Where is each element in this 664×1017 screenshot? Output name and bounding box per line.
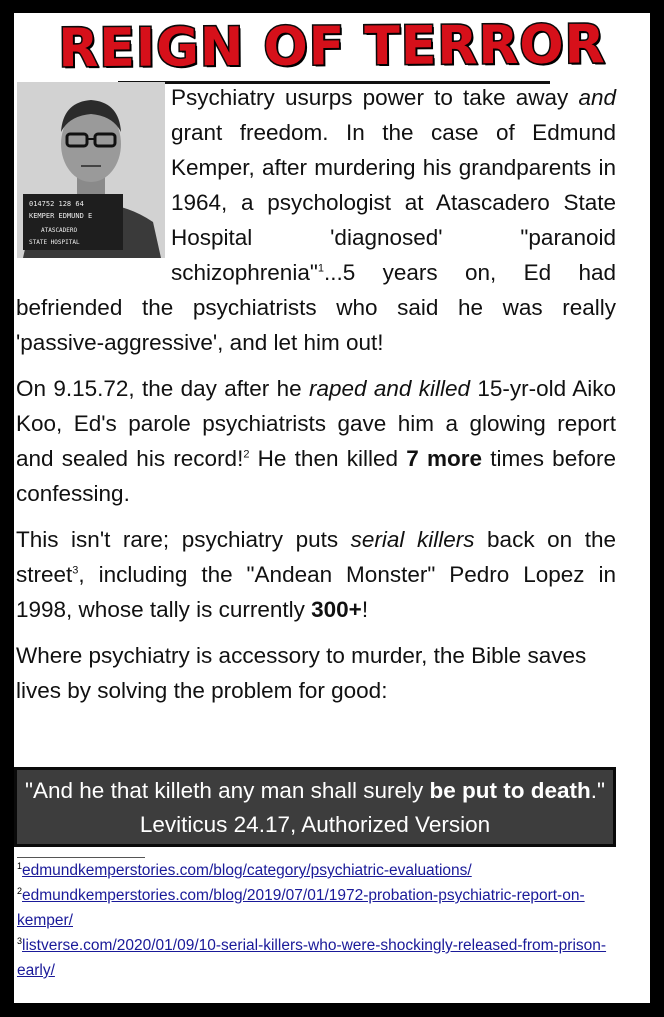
paragraph-2-emphasis: raped and killed [308,376,471,401]
paragraph-2-text-a: On 9.15.72, the day after he [16,376,309,401]
paragraph-4: Where psychiatry is accessory to murder, the Bible saves lives by solving the problem for good: [16,643,587,703]
mugshot-photo [17,82,165,258]
footnote-number: 3 [17,935,23,946]
quote-citation: Leviticus 24.17, Authorized Version [139,812,491,837]
paragraph-3-strong: 300+ [311,597,362,622]
quote-text-c: ." [590,778,605,803]
paragraph-3 [16,522,616,627]
mugshot-image [17,82,165,258]
placard-line-1: 014752 128 64 [29,200,84,208]
placard-line-3: ATASCADERO [41,227,78,234]
paragraph-3-emphasis: serial killers [350,527,475,552]
paragraph-3-text-c: back on the street [16,527,616,587]
footnote-link-3[interactable]: listverse.com/2020/01/09/10-serial-killers-who-were-shockingly-released-from-prison-early/ [17,937,607,979]
bible-quote-box [14,767,616,847]
paragraph-2-strong: 7 more [406,446,482,471]
footnotes [17,858,617,983]
title-area [14,13,650,89]
paragraph-2-text-d: He then killed [249,446,407,471]
paragraph-2-text-f: times before confessing. [16,446,616,506]
footnote-3 [17,933,617,983]
paragraph-2 [16,371,616,511]
footnote-link-2[interactable]: edmundkemperstories.com/blog/2019/07/01/1972-probation-psychiatric-report-on-kemper/ [17,887,585,929]
footnote-link-1[interactable]: edmundkemperstories.com/blog/category/psychiatric-evaluations/ [22,862,472,879]
paragraph-2-text-c: 15-yr-old Aiko Koo, Ed's parole psychiatrists gave him a glowing report and sealed his record! [16,376,616,471]
footnote-number: 1 [17,860,23,871]
quote-text-a: "And he that killeth any man shall surely [25,778,430,803]
paragraph-3-text-f: ! [361,597,369,622]
paragraph-1-emphasis: and [578,85,616,110]
footnote-1 [17,858,617,883]
page-title: REIGN OF TERROR [58,14,606,80]
paragraph-1-text-d: ...5 years on, Ed had befriended the psychiatrists who said he was really 'passive-aggressive', and let him out! [16,260,616,355]
paragraph-3-text-d: , including the "Andean Monster" Pedro Lopez in 1998, whose tally is currently [16,562,616,622]
paragraph-3-text-a: This isn't rare; psychiatry puts [16,527,351,552]
footnote-2 [17,883,617,933]
footnote-ref-2: 2 [243,448,250,461]
placard-line-4: STATE HOSPITAL [29,239,80,246]
placard-line-2: KEMPER EDMUND E [29,212,93,220]
article-body [16,80,616,719]
footnote-number: 2 [17,885,23,896]
footnote-ref-1: 1 [317,262,324,275]
paragraph-1-text-c: grant freedom. In the case of Edmund Kemper, after murdering his grandparents in 1964, a psychologist at Atascadero State Hospital 'diagnosed' "paranoid schizophrenia" [171,120,616,285]
paragraph-1-text-a: Psychiatry usurps power to take away [171,85,579,110]
quote-strong: be put to death [429,778,591,803]
footnote-ref-3: 3 [72,564,79,577]
